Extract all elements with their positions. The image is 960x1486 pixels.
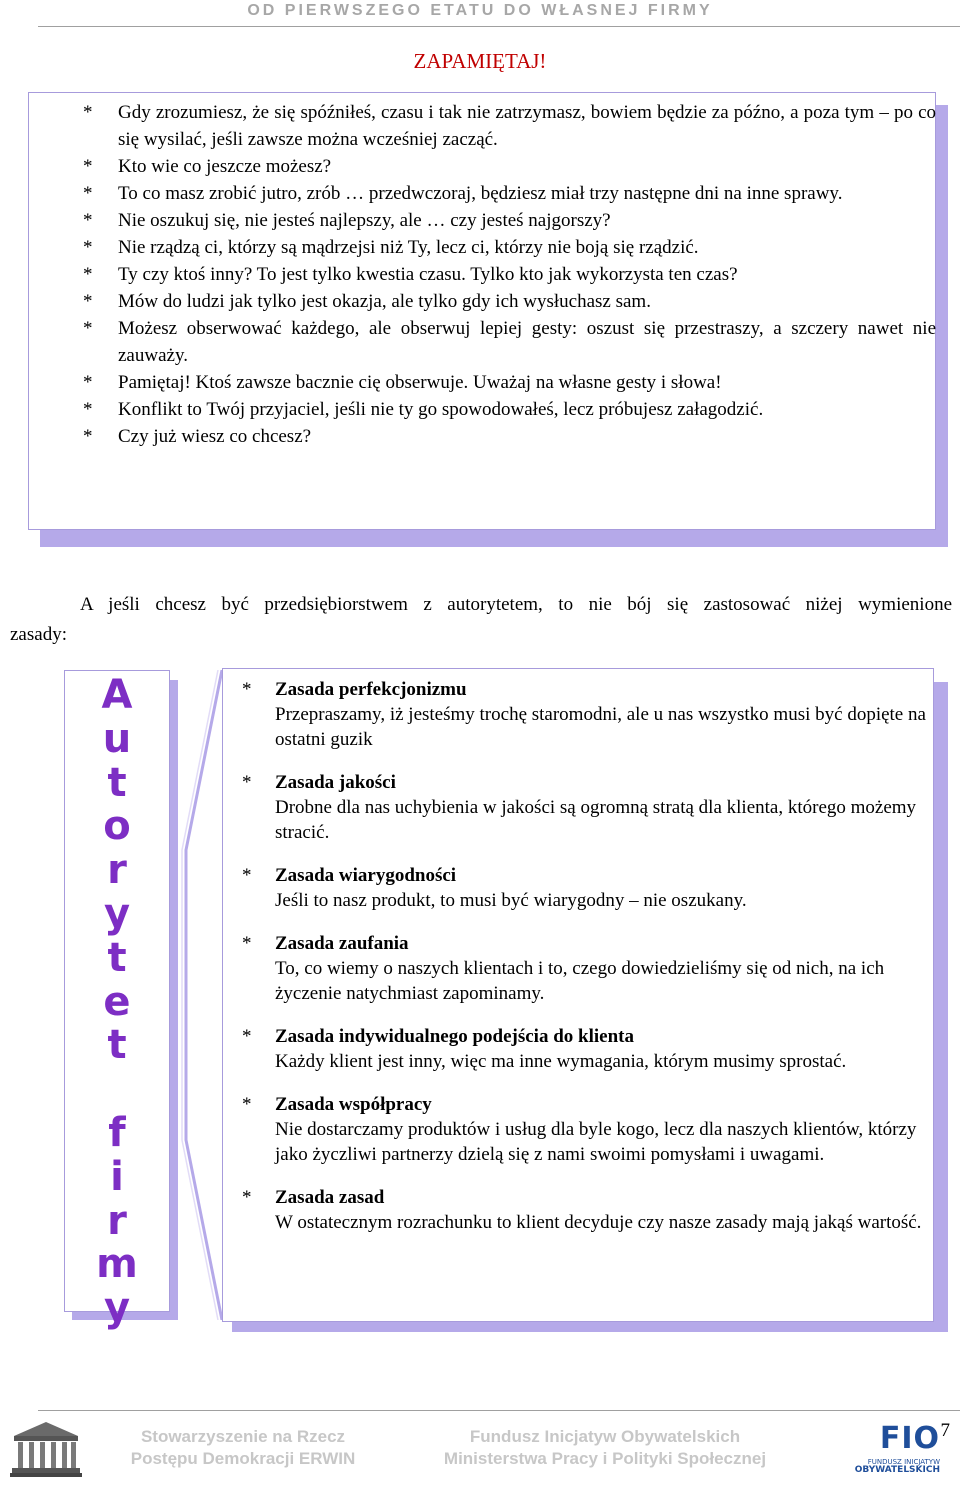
bullet-star: *: [242, 933, 252, 954]
bullet-star: *: [83, 237, 93, 258]
bullet-star: *: [83, 399, 93, 420]
rule-description: To, co wiemy o naszych klientach i to, czego dowiedzieliśmy się od nich, na ich życzenie natychmiast zapominamy.: [275, 958, 885, 1004]
rule-item: [238, 1024, 928, 1074]
bullet-star: *: [83, 318, 93, 339]
bullet-star: *: [83, 183, 93, 204]
rule-title: Zasada perfekcjonizmu: [275, 679, 467, 700]
vertical-title-letter: y: [103, 890, 131, 937]
fio-logo: [832, 1421, 940, 1482]
rule-description: W ostatecznym rozrachunku to klient decyduje czy nasze zasady mają jakąś wartość.: [275, 1212, 922, 1233]
remember-item: * Ty czy ktoś inny? To jest tylko kwestia czasu. Tylko kto jak wykorzysta ten czas?: [58, 261, 936, 288]
bullet-star: *: [83, 291, 93, 312]
rule-title: Zasada zasad: [275, 1187, 385, 1208]
remember-title: ZAPAMIĘTAJ!: [413, 49, 547, 73]
bullet-star: *: [242, 679, 252, 700]
fio-logo-sub: FUNDUSZ INICJATYW OBYWATELSKICH: [854, 1458, 940, 1475]
remember-item: * Konflikt to Twój przyjaciel, jeśli nie ty go spowodowałeś, lecz próbujesz załagodzić.: [58, 396, 936, 423]
vertical-title-letter: i: [110, 1153, 124, 1200]
rule-title: Zasada współpracy: [275, 1094, 432, 1115]
bullet-star: *: [242, 865, 252, 886]
vertical-title-letter: r: [107, 1197, 127, 1244]
remember-item: * Gdy zrozumiesz, że się spóźniłeś, czasu i tak nie zatrzymasz, bowiem będzie za późno, a poza tym – po co się wysilać, jeśli zawsze można wcześniej zacząć.: [58, 99, 936, 153]
rule-title: Zasada wiarygodności: [275, 865, 457, 886]
rule-description: Nie dostarczamy produktów i usług dla byle kogo, lecz dla naszych klientów, którzy jako życzliwi partnerzy dzielą się z nami swoimi pomysłami i uwagami.: [275, 1119, 917, 1165]
rule-title: Zasada zaufania: [275, 933, 409, 954]
bullet-star: *: [242, 772, 252, 793]
remember-item: * To co masz zrobić jutro, zrób … przedwczoraj, będziesz miał trzy następne dni na inne sprawy.: [58, 180, 936, 207]
bullet-star: *: [83, 102, 93, 123]
page-footer: [0, 1418, 960, 1486]
remember-item: * Nie oszukuj się, nie jesteś najlepszy, ale … czy jesteś najgorszy?: [58, 207, 936, 234]
fio-logo-text: FIO: [879, 1421, 940, 1456]
vertical-title-letter: o: [103, 803, 131, 850]
remember-list: [58, 99, 936, 450]
rule-item: [238, 1185, 928, 1235]
vertical-title-letter: u: [102, 715, 132, 762]
footer-organization: Stowarzyszenie na Rzecz Postępu Demokracji ERWIN: [130, 1427, 356, 1468]
rule-item: [238, 863, 928, 913]
bullet-star: *: [83, 372, 93, 393]
remember-item: * Kto wie co jeszcze możesz?: [58, 153, 936, 180]
rule-title: Zasada indywidualnego podejścia do klienta: [275, 1026, 634, 1047]
page-number: 7: [940, 1420, 950, 1441]
running-header: OD PIERWSZEGO ETATU DO WŁASNEJ FIRMY: [247, 2, 713, 19]
header-divider: [38, 26, 960, 27]
rule-description: Przepraszamy, iż jesteśmy trochę staromodni, ale u nas wszystko musi być dopięte na ostatni guzik: [275, 704, 926, 750]
temple-logo-icon: [10, 1420, 82, 1478]
remember-item: * Czy już wiesz co chcesz?: [58, 423, 936, 450]
bullet-star: *: [83, 156, 93, 177]
rule-description: Drobne dla nas uchybienia w jakości są ogromną stratą dla klienta, którego możemy stracić.: [275, 797, 917, 843]
bullet-star: *: [242, 1026, 252, 1047]
intro-line-1: A jeśli chcesz być przedsiębiorstwem z autorytetem, to nie bój się zastosować niżej wymienione: [80, 594, 952, 615]
footer-divider: [38, 1410, 960, 1411]
bullet-star: *: [83, 426, 93, 447]
rules-list: [238, 677, 928, 1253]
bullet-star: *: [242, 1094, 252, 1115]
vertical-title-letter: t: [107, 934, 127, 981]
intro-paragraph: [10, 590, 952, 650]
rule-description: Każdy klient jest inny, więc ma inne wymagania, którym musimy sprostać.: [275, 1051, 847, 1072]
rule-description: Jeśli to nasz produkt, to musi być wiarygodny – nie oszukany.: [275, 890, 747, 911]
bullet-star: *: [83, 210, 93, 231]
vertical-title-letter: e: [103, 978, 131, 1025]
vertical-title-letter: t: [107, 1022, 127, 1069]
vertical-title: [64, 674, 170, 1331]
remember-item: * Mów do ludzi jak tylko jest okazja, ale tylko gdy ich wysłuchasz sam.: [58, 288, 936, 315]
rule-item: [238, 677, 928, 752]
remember-item: * Pamiętaj! Ktoś zawsze bacznie cię obserwuje. Uważaj na własne gesty i słowa!: [58, 369, 936, 396]
vertical-title-letter: f: [108, 1109, 126, 1156]
vertical-title-letter: [64, 1068, 170, 1112]
bullet-star: *: [83, 264, 93, 285]
rule-item: [238, 1092, 928, 1167]
bracket-connector: [178, 670, 228, 1320]
vertical-title-letter: t: [107, 759, 127, 806]
footer-fund: Fundusz Inicjatyw Obywatelskich Ministerstwa Pracy i Polityki Społecznej: [443, 1427, 767, 1468]
intro-line-2: zasady:: [10, 624, 67, 645]
remember-item: * Możesz obserwować każdego, ale obserwuj lepiej gesty: oszust się przestraszy, a szczery nawet nie zauważy.: [58, 315, 936, 369]
rule-title: Zasada jakości: [275, 772, 396, 793]
vertical-title-letter: A: [101, 672, 133, 718]
vertical-title-letter: m: [96, 1241, 138, 1288]
bullet-star: *: [242, 1187, 252, 1208]
vertical-title-letter: y: [103, 1285, 131, 1332]
vertical-title-letter: r: [107, 847, 127, 894]
rule-item: [238, 770, 928, 845]
rule-item: [238, 931, 928, 1006]
remember-item: * Nie rządzą ci, którzy są mądrzejsi niż Ty, lecz ci, którzy nie boją się rządzić.: [58, 234, 936, 261]
